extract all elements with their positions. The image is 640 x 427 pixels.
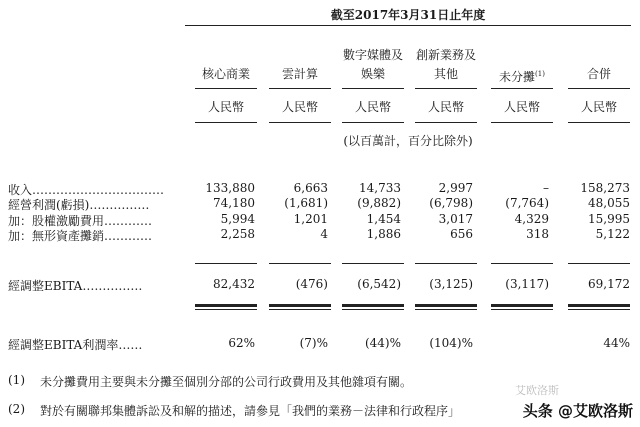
cell-value: –: [543, 181, 549, 195]
cell-value: 5,994: [220, 212, 255, 226]
total-rule-thin: [568, 309, 630, 310]
currency-label: 人民幣: [503, 100, 540, 114]
column-header-line-1: [566, 46, 632, 65]
column-header-title: 合併: [586, 67, 611, 81]
header-rule: [568, 88, 630, 89]
column-header-line-1: 數字媒體及: [342, 48, 403, 62]
cell-value: 656: [450, 227, 473, 241]
currency-label: 人民幣: [207, 100, 244, 114]
cell-value: 318: [526, 227, 549, 241]
currency-rule: [415, 122, 477, 123]
period-rule: [185, 25, 631, 26]
column-header-line-2: [566, 65, 632, 84]
unit-note: (以百萬計，百分比除外): [343, 134, 473, 148]
row-label: 經調整EBITA……………: [8, 279, 143, 293]
ebita-row: [0, 277, 640, 293]
currency-rule: [269, 122, 331, 123]
column-header-line-2: [340, 65, 406, 84]
header-rule: [342, 88, 404, 89]
cell-value: (3,125): [429, 277, 473, 291]
footnote-1-text: 未分攤費用主要與未分攤至個別分部的公司行政費用及其他雜項有關。: [40, 375, 413, 389]
footnote-marker: (1): [535, 70, 545, 78]
header-rule: [491, 88, 553, 89]
row-label: 經營利潤(虧損)……………: [8, 198, 150, 212]
column-header-line-1: [489, 46, 555, 65]
column-header-4: [413, 46, 479, 84]
cell-value: 82,432: [213, 277, 255, 291]
cell-value: (104)%: [429, 336, 473, 350]
cell-value: 1,886: [366, 227, 401, 241]
cell-value: 4: [320, 227, 328, 241]
cell-value: 3,017: [438, 212, 473, 226]
margin-row: [0, 336, 640, 352]
total-rule-thin: [491, 309, 553, 310]
column-header-5: [489, 46, 555, 87]
cell-value: (7,764): [505, 196, 549, 210]
column-header-title: 未分攤: [499, 70, 536, 84]
cell-value: (6,798): [429, 196, 473, 210]
column-header-line-1: [193, 46, 259, 65]
header-rule: [415, 88, 477, 89]
currency-rule: [195, 122, 257, 123]
cell-value: 6,663: [293, 181, 328, 195]
currency-rule: [491, 122, 553, 123]
column-header-line-1: [267, 46, 333, 65]
watermark-faint: 艾欧洛斯: [515, 384, 559, 397]
cell-value: (6,542): [357, 277, 401, 291]
cell-value: 4,329: [514, 212, 549, 226]
total-rule-thick: [342, 304, 404, 307]
subtotal-rule: [342, 263, 404, 264]
subtotal-rule: [568, 263, 630, 264]
column-header-title: 核心商業: [201, 67, 250, 81]
footnote-1-number: (1): [8, 373, 25, 387]
column-header-line-2: [489, 65, 555, 87]
column-header-title: 其他: [433, 67, 458, 81]
footnote-2-number: (2): [8, 402, 25, 416]
cell-value: 48,055: [588, 196, 630, 210]
total-rule-thick: [195, 304, 257, 307]
cell-value: 1,201: [293, 212, 328, 226]
currency-label: 人民幣: [580, 100, 617, 114]
column-header-6: [566, 46, 632, 84]
cell-value: 44%: [603, 336, 630, 350]
footnote-2-text: 對於有關聯邦集體訴訟及和解的描述，請參見「我們的業務－法律和行政程序」: [40, 404, 461, 418]
column-header-line-1: 創新業務及: [415, 48, 476, 62]
table-row: [0, 196, 640, 212]
period-title: 截至2017年3月31日止年度: [330, 8, 486, 22]
currency-rule: [568, 122, 630, 123]
cell-value: 2,997: [438, 181, 473, 195]
currency-label: 人民幣: [427, 100, 464, 114]
column-header-line-2: [413, 65, 479, 84]
watermark: 头条 @艾欧洛斯: [520, 399, 636, 422]
row-label: 加：股權激勵費用…………: [8, 214, 153, 228]
currency-rule: [342, 122, 404, 123]
column-header-2: [267, 46, 333, 84]
cell-value: 2,258: [220, 227, 255, 241]
subtotal-rule: [415, 263, 477, 264]
total-rule-thick: [491, 304, 553, 307]
cell-value: 74,180: [213, 196, 255, 210]
cell-value: 69,172: [588, 277, 630, 291]
row-label: 加：無形資產攤銷…………: [8, 229, 153, 243]
column-header-title: 雲計算: [281, 67, 318, 81]
currency-label: 人民幣: [281, 100, 318, 114]
table-row: [0, 212, 640, 228]
cell-value: 5,122: [595, 227, 630, 241]
subtotal-rule: [195, 263, 257, 264]
cell-value: (44)%: [364, 336, 401, 350]
column-header-3: [340, 46, 406, 84]
cell-value: 1,454: [366, 212, 401, 226]
table-row: [0, 227, 640, 243]
cell-value: 14,733: [359, 181, 401, 195]
cell-value: 133,880: [205, 181, 255, 195]
cell-value: 15,995: [588, 212, 630, 226]
cell-value: 158,273: [580, 181, 630, 195]
total-rule-thick: [568, 304, 630, 307]
column-header-line-2: [267, 65, 333, 84]
column-header-line-2: [193, 65, 259, 84]
total-rule-thin: [269, 309, 331, 310]
subtotal-rule: [491, 263, 553, 264]
header-rule: [269, 88, 331, 89]
table-row: [0, 181, 640, 197]
cell-value: (9,882): [357, 196, 401, 210]
total-rule-thin: [342, 309, 404, 310]
cell-value: (476): [295, 277, 328, 291]
subtotal-rule: [269, 263, 331, 264]
total-rule-thin: [415, 309, 477, 310]
currency-label: 人民幣: [354, 100, 391, 114]
total-rule-thick: [269, 304, 331, 307]
cell-value: 62%: [228, 336, 255, 350]
row-label: 收入……………………………: [8, 183, 165, 197]
cell-value: (1,681): [284, 196, 328, 210]
cell-value: (3,117): [505, 277, 549, 291]
column-header-1: [193, 46, 259, 84]
total-rule-thin: [195, 309, 257, 310]
total-rule-thick: [415, 304, 477, 307]
header-rule: [195, 88, 257, 89]
column-header-title: 娛樂: [360, 67, 385, 81]
row-label: 經調整EBITA利潤率……: [8, 338, 143, 352]
cell-value: (7)%: [299, 336, 328, 350]
